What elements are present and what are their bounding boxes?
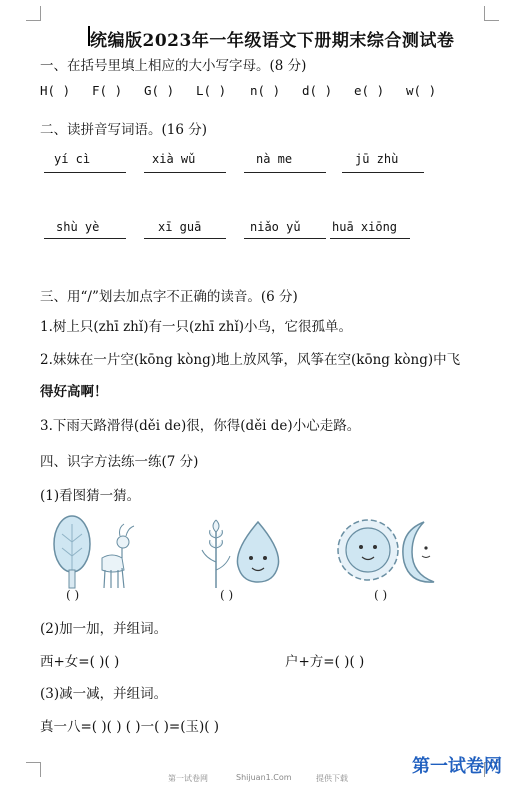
question-1: 1.树上只(zhī zhǐ)有一只(zhī zhǐ)小鸟，它很孤单。: [40, 319, 353, 335]
question-3: 3.下雨天路滑得(děi de)很，你得(děi de)小心走路。: [40, 418, 361, 434]
answer-underline: [244, 172, 326, 173]
letter-item: H( ): [40, 83, 71, 98]
pinyin-word: yí cì: [54, 152, 91, 166]
section4-heading: 四、识字方法练一练(7 分): [40, 454, 199, 470]
pinyin-word: huā xiōng: [332, 220, 398, 234]
letter-item: w( ): [406, 83, 437, 98]
watermark-logo: 第一试卷网: [412, 756, 502, 777]
subquestion-3: (3)减一减，并组词。: [40, 686, 168, 702]
pinyin-word: shù yè: [56, 220, 100, 234]
subquestion-1: (1)看图猜一猜。: [40, 488, 141, 504]
pinyin-word: xī guā: [158, 220, 202, 234]
tree-and-goat-picture: [50, 512, 140, 592]
subtract-exercise: 真一八=( )( ) ( )一( )=(玉)( ): [40, 719, 220, 735]
letter-item: F( ): [92, 83, 123, 98]
letter-item: G( ): [144, 83, 175, 98]
letter-item: e( ): [354, 83, 385, 98]
pinyin-word: niǎo yǔ: [250, 220, 301, 234]
answer-underline: [144, 172, 226, 173]
corner-mark-bottom-left: [26, 762, 41, 777]
answer-blank: ( ): [220, 588, 234, 602]
sun-and-moon-picture: [336, 510, 446, 590]
pinyin-word: nà me: [256, 152, 293, 166]
page-title: 统编版2023年一年级语文下册期末综合测试卷: [90, 31, 455, 51]
corner-mark-top-left: [26, 6, 41, 21]
answer-underline: [44, 238, 126, 239]
section2-heading: 二、读拼音写词语。(16 分): [40, 122, 208, 138]
add-exercise-1: 西+女=( )( ): [40, 654, 120, 670]
section3-heading: 三、用“/”划去加点字不正确的读音。(6 分): [40, 289, 298, 305]
answer-underline: [144, 238, 226, 239]
letter-item: n( ): [250, 83, 281, 98]
question-2-continued: 得好高啊！: [40, 384, 108, 400]
answer-underline: [244, 238, 326, 239]
answer-underline: [342, 172, 424, 173]
letter-item: L( ): [196, 83, 227, 98]
footer-source: 第一试卷网: [168, 774, 208, 783]
add-exercise-2: 户+方=( )( ): [285, 654, 365, 670]
pinyin-word: jū zhù: [355, 152, 399, 166]
letter-item: d( ): [302, 83, 333, 98]
subquestion-2: (2)加一加，并组词。: [40, 621, 168, 637]
answer-blank: ( ): [374, 588, 388, 602]
corner-mark-top-right: [484, 6, 499, 21]
pinyin-word: xià wǔ: [152, 152, 196, 166]
section1-heading: 一、在括号里填上相应的大小写字母。(8 分): [40, 58, 307, 74]
answer-underline: [44, 172, 126, 173]
footer-download: 提供下载: [316, 774, 348, 783]
footer-site: Shijuan1.Com: [236, 773, 292, 782]
question-2: 2.妹妹在一片空(kōng kòng)地上放风筝，风筝在空(kōng kòng)中飞: [40, 352, 461, 368]
answer-underline: [330, 238, 410, 239]
answer-blank: ( ): [66, 588, 80, 602]
wheat-and-waterdrop-picture: [198, 512, 288, 592]
